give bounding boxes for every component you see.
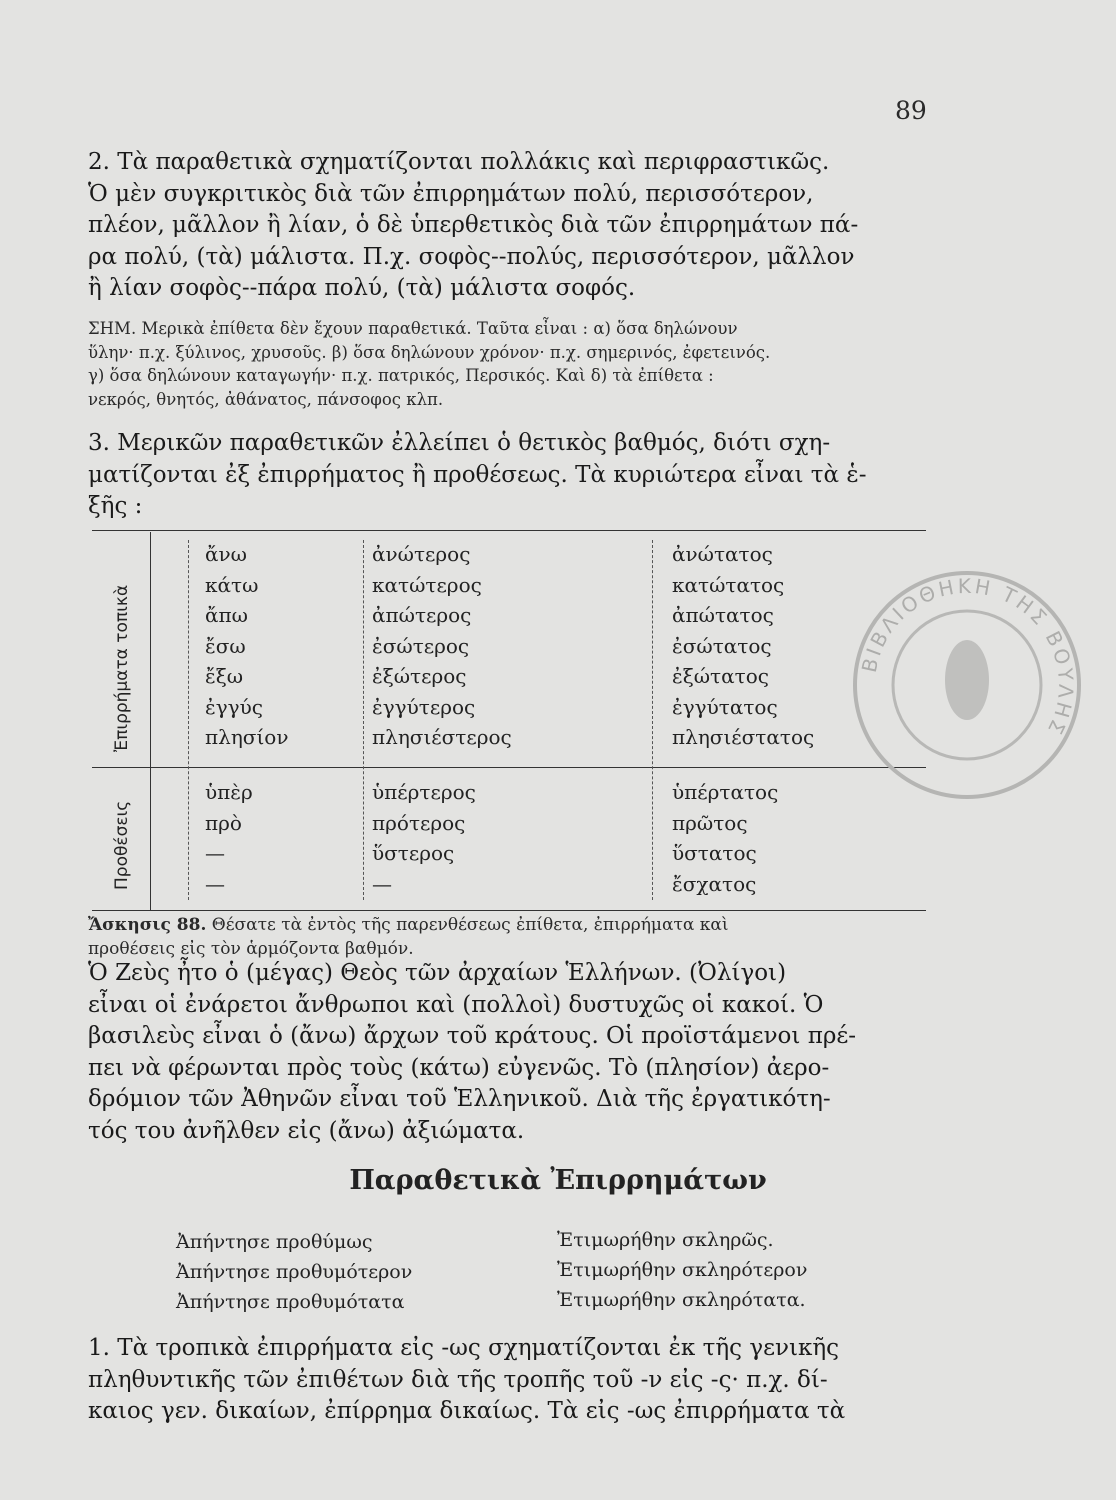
example-left-1: Ἀπήντησε προθύμως xyxy=(176,1231,373,1253)
cell-positive: ἄνω xyxy=(205,542,247,566)
cell-positive: ὑπὲρ xyxy=(205,780,253,804)
cell-superlative: πρῶτος xyxy=(672,810,748,835)
stamp-text: ΒΙΒΛΙΟΘΗΚΗ ΤΗΣ ΒΟΥΛΗΣ xyxy=(856,573,1079,741)
note-line: ΣΗΜ. Μερικὰ ἐπίθετα δὲν ἔχουν παραθετικά. Ταῦτα εἶναι : α) ὅσα δηλώνουν xyxy=(88,319,738,338)
text-line: πληθυντικῆς τῶν ἐπιθέτων διὰ τῆς τροπῆς τοῦ -ν εἰς -ς· π.χ. δί- xyxy=(88,1366,828,1393)
cell-superlative: ἔσχατος xyxy=(672,871,757,896)
column-divider xyxy=(363,540,364,900)
paragraph-3 xyxy=(88,428,938,523)
exercise-text xyxy=(88,958,938,1147)
example-right-3: Ἐτιμωρήθην σκληρότατα. xyxy=(557,1289,806,1311)
paragraph-1-adverbs xyxy=(88,1333,938,1428)
cell-positive: — xyxy=(205,841,225,865)
text-line: βασιλεὺς εἶναι ὁ (ἄνω) ἄρχων τοῦ κράτους. Οἱ προϊστάμενοι πρέ- xyxy=(88,1023,857,1049)
paragraph-2 xyxy=(88,147,938,305)
section-heading: Παραθετικὰ Ἐπιρρημάτων xyxy=(349,1165,767,1196)
text-line: δρόμιον τῶν Ἀθηνῶν εἶναι τοῦ Ἑλληνικοῦ. Διὰ τῆς ἐργατικότη- xyxy=(88,1086,831,1112)
cell-positive: ἐγγύς xyxy=(205,694,263,719)
cell-superlative: πλησιέστατος xyxy=(672,725,815,749)
cell-positive: κάτω xyxy=(205,572,259,597)
text-line: 1. Τὰ τροπικὰ ἐπιρρήματα εἰς -ως σχηματίζονται ἐκ τῆς γενικῆς xyxy=(88,1335,840,1361)
column-divider xyxy=(188,540,189,900)
note-line: νεκρός, θνητός, ἀθάνατος, πάνσοφος κλπ. xyxy=(88,389,444,409)
text-line: ρα πολύ, (τὰ) μάλιστα. Π.χ. σοφὸς--πολύς, περισσότερον, μᾶλλον xyxy=(88,243,855,270)
note-line: ὕλην· π.χ. ξύλινος, χρυσοῦς. β) ὅσα δηλώνουν χρόνον· π.χ. σημερινός, ἐφετεινός. xyxy=(88,342,771,362)
cell-comparative: ὑπέρτερος xyxy=(372,780,476,804)
cell-positive: πλησίον xyxy=(205,725,289,749)
cell-comparative: πρότερος xyxy=(372,810,466,835)
text-line: Ὁ Ζεὺς ἦτο ὁ (μέγας) Θεὸς τῶν ἀρχαίων Ἑλλήνων. (Ὀλίγοι) xyxy=(88,960,787,986)
text-line: 2. Τὰ παραθετικὰ σχηματίζονται πολλάκις καὶ περιφραστικῶς. xyxy=(88,149,830,175)
text-line: πλέον, μᾶλλον ἢ λίαν, ὁ δὲ ὑπερθετικὸς διὰ τῶν ἐπιρρημάτων πά- xyxy=(88,212,859,238)
text-line: πει νὰ φέρωνται πρὸς τοὺς (κάτω) εὐγενῶς. Τὸ (πλησίον) ἀερο- xyxy=(88,1054,830,1081)
cell-comparative: ἐσώτερος xyxy=(372,633,470,658)
example-left-2: Ἀπήντησε προθυμότερον xyxy=(176,1261,413,1283)
page-number: 89 xyxy=(895,96,927,125)
cell-comparative: ὕστερος xyxy=(372,841,455,865)
text-line: ἢ λίαν σοφὸς--πάρα πολύ, (τὰ) μάλιστα σοφός. xyxy=(88,275,636,301)
note-block xyxy=(88,317,938,411)
text-line: καιος γεν. δικαίων, ἐπίρρημα δικαίως. Τὰ εἰς -ως ἐπιρρήματα τὰ xyxy=(88,1398,846,1424)
cell-superlative: ἀπώτατος xyxy=(672,603,774,627)
example-left-3: Ἀπήντησε προθυμότατα xyxy=(176,1291,405,1313)
cell-superlative: ἀνώτατος xyxy=(672,542,773,566)
cell-superlative: ἐξώτατος xyxy=(672,664,769,688)
cell-comparative: ἐξώτερος xyxy=(372,664,467,688)
table-top-rule xyxy=(92,530,926,531)
cell-comparative: ἐγγύτερος xyxy=(372,694,476,719)
text-line: Ὁ μὲν συγκριτικὸς διὰ τῶν ἐπιρρημάτων πολύ, περισσότερον, xyxy=(88,180,814,207)
exercise-title: Ἄσκησις 88. xyxy=(88,915,207,935)
cell-superlative: ἐσώτατος xyxy=(672,633,772,658)
cell-positive: πρὸ xyxy=(205,810,242,835)
text-line: ξῆς : xyxy=(88,493,143,519)
cell-superlative: ὑπέρτατος xyxy=(672,780,779,804)
label-column-rule xyxy=(150,532,151,910)
text-line: τός του ἀνῆλθεν εἰς (ἄνω) ἀξιώματα. xyxy=(88,1117,525,1144)
example-right-1: Ἐτιμωρήθην σκληρῶς. xyxy=(557,1229,774,1251)
text-line: εἶναι οἱ ἐνάρετοι ἄνθρωποι καὶ (πολλοὶ) δυστυχῶς οἱ κακοί. Ὁ xyxy=(88,991,824,1018)
cell-superlative: ὕστατος xyxy=(672,841,757,865)
example-right-2: Ἐτιμωρήθην σκληρότερον xyxy=(557,1259,808,1281)
column-divider xyxy=(652,540,653,900)
cell-positive: ἄπω xyxy=(205,603,248,627)
text-line: ματίζονται ἐξ ἐπιρρήματος ἢ προθέσεως. Τὰ κυριώτερα εἶναι τὰ ἑ- xyxy=(88,461,867,488)
group-label-adverbs: Ἐπιρρήματα τοπικὰ xyxy=(112,584,132,752)
text-line: 3. Μερικῶν παραθετικῶν ἐλλείπει ὁ θετικὸς βαθμός, διότι σχη- xyxy=(88,430,831,456)
cell-positive: ἔξω xyxy=(205,664,244,688)
cell-comparative: κατώτερος xyxy=(372,572,482,597)
cell-superlative: ἐγγύτατος xyxy=(672,694,778,719)
note-line: γ) ὅσα δηλώνουν καταγωγήν· π.χ. πατρικός, Περσικός. Καὶ δ) τὰ ἐπίθετα : xyxy=(88,366,714,385)
cell-superlative: κατώτατος xyxy=(672,572,785,597)
exercise-intro-text: Θέσατε τὰ ἐντὸς τῆς παρενθέσεως ἐπίθετα, ἐπιρρήματα καὶ xyxy=(206,915,729,935)
cell-comparative: — xyxy=(372,871,392,896)
cell-comparative: ἀνώτερος xyxy=(372,542,471,566)
table-bottom-rule xyxy=(92,910,926,911)
cell-comparative: πλησιέστερος xyxy=(372,725,512,749)
cell-comparative: ἀπώτερος xyxy=(372,603,472,627)
table-mid-rule xyxy=(92,767,926,768)
cell-positive: — xyxy=(205,871,225,896)
stamp-figure xyxy=(945,640,989,720)
exercise-intro xyxy=(88,914,938,961)
group-label-prepositions: Προθέσεις xyxy=(112,800,132,890)
exercise-intro-line xyxy=(88,914,938,938)
exercise-intro-line: προθέσεις εἰς τὸν ἁρμόζοντα βαθμόν. xyxy=(88,938,414,959)
library-stamp xyxy=(842,560,1092,810)
cell-positive: ἔσω xyxy=(205,633,246,658)
